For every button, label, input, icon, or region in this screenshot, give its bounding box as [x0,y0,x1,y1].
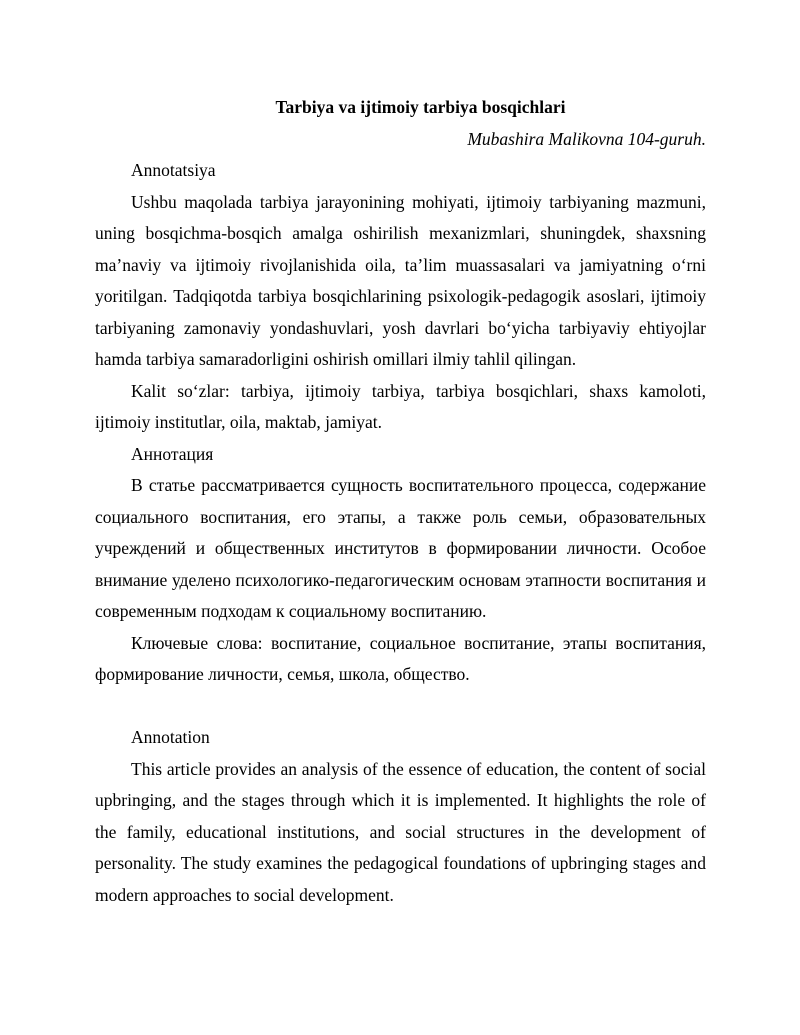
uz-abstract-heading: Annotatsiya [131,160,216,180]
en-abstract-heading: Annotation [131,727,210,747]
ru-abstract-heading: Аннотация [131,443,214,464]
ru-keywords: Ключевые слова: воспитание, социальное воспитание, этапы воспитания, формирование личности, семья, школа, общество. [95,632,706,684]
uz-abstract-text: Ushbu maqolada tarbiya jarayonining mohiyati, ijtimoiy tarbiyaning mazmuni, uning bosqichma-bosqich amalga oshirilish mexanizmlari, shuningdek, shaxsning ma’naviy va ijtimoiy rivojlanishida oila, ta’lim muassasalari va jamiyatning o‘rni yoritilgan. Tadqiqotda tarbiya bosqichlarining psixologik-pedagogik asoslari, ijtimoiy tarbiyaning zamonaviy yondashuvlari, yosh davrlari bo‘yicha tarbiyaviy ehtiyojlar hamda tarbiya samaradorligini oshirish omillari ilmiy tahlil qilingan. [95,191,706,369]
en-abstract-text: This article provides an analysis of the essence of education, the content of social upbringing, and the stages through which it is implemented. It highlights the role of the family, educational institutions, and social structures in the development of personality. The study examines the pedagogical foundations of upbringing stages and modern approaches to social development. [95,758,706,905]
ru-abstract-text: В статье рассматривается сущность воспитательного процесса, содержание социального воспитания, его этапы, а также роль семьи, образовательных учреждений и общественных институтов в формировании личности. Особое внимание уделено психологико-педагогическим основам этапности воспитания и современным подходам к социальному воспитанию. [95,475,706,621]
document-body [95,92,706,911]
article-author: Mubashira Malikovna 104-guruh. [467,128,706,149]
article-title: Tarbiya va ijtimoiy tarbiya bosqichlari [275,97,566,117]
uz-keywords: Kalit so‘zlar: tarbiya, ijtimoiy tarbiya, tarbiya bosqichlari, shaxs kamoloti, ijtimoiy institutlar, oila, maktab, jamiyat. [95,380,706,432]
section-spacer [95,691,706,723]
